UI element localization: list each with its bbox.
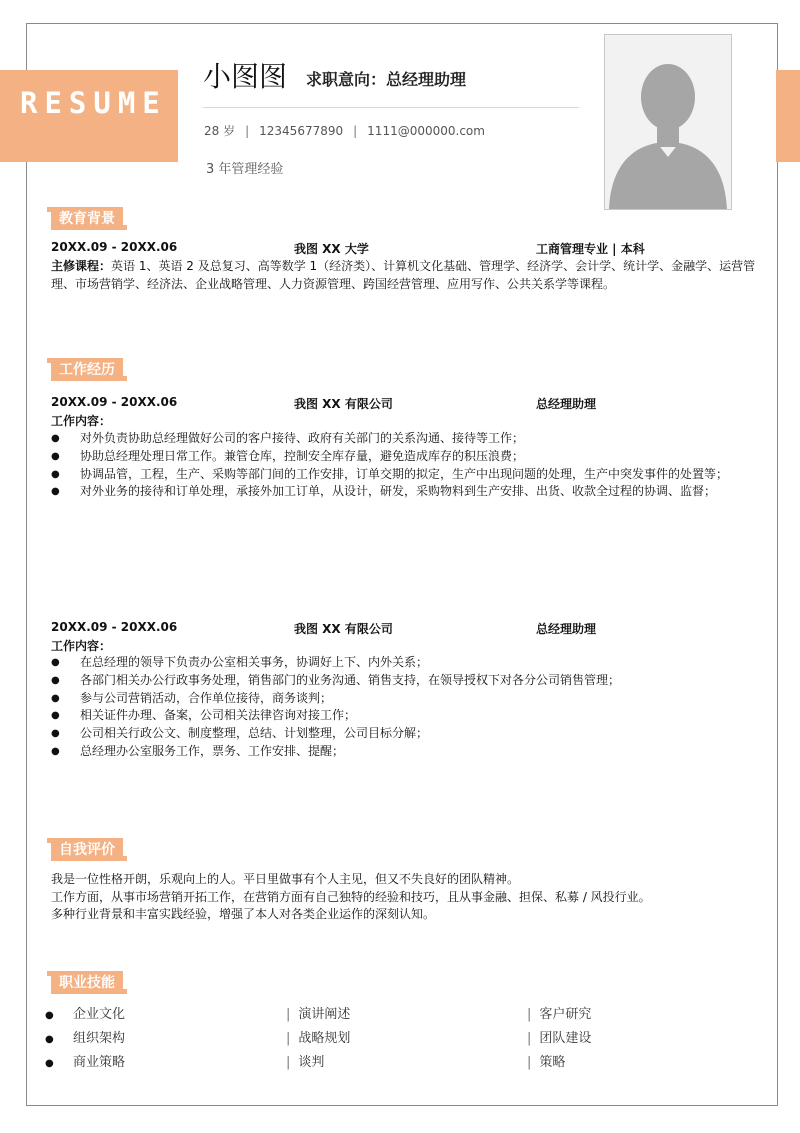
self-eval-text <box>51 871 763 924</box>
phone: 12345677890 <box>259 124 344 138</box>
job-content-label: 工作内容： <box>51 414 112 428</box>
list-item: ● 公司相关行政公文、制度整理，总结、计划整理，公司目标分解； <box>51 725 763 743</box>
age: 28 岁 <box>204 124 236 138</box>
header-divider <box>203 107 579 108</box>
list-item: ● 相关证件办理、备案，公司相关法律咨询对接工作； <box>51 707 763 725</box>
skill-row <box>45 1051 765 1075</box>
contact-line <box>204 122 485 139</box>
section-title: 自我评价 <box>51 838 123 861</box>
separator: | <box>245 124 250 138</box>
courses-text: 英语 1、英语 2 及总复习、高等数学 1（经济类）、计算机文化基础、管理学、经济学、会计学、统计学、金融学、运营管理、市场营销学、经济法、企业战略管理、人力资源管理、跨国经营管理、应用写作、公共关系学等课程。 <box>51 259 756 291</box>
skill-item: 演讲阐述 <box>298 1007 351 1022</box>
separator: | <box>353 124 358 138</box>
skill-item: 团队建设 <box>539 1031 592 1046</box>
section-skills <box>51 971 123 993</box>
divider-icon: | <box>286 1007 291 1022</box>
skill-item: 策略 <box>539 1055 566 1070</box>
job-duties <box>51 430 763 501</box>
divider-icon: | <box>527 1007 532 1022</box>
job-position: 总经理助理 <box>536 397 597 411</box>
job-content-label: 工作内容： <box>51 639 112 653</box>
bullet-icon: ● <box>45 1034 54 1045</box>
skill-item: 组织架构 <box>73 1031 126 1046</box>
section-title: 教育背景 <box>51 207 123 230</box>
education-courses <box>51 258 763 293</box>
list-item: ● 总经理办公室服务工作，票务、工作安排、提醒； <box>51 743 763 761</box>
section-work <box>51 358 123 380</box>
job-duties <box>51 654 763 761</box>
email: 1111@000000.com <box>367 124 485 138</box>
profile-photo <box>604 34 732 210</box>
bullet-icon: ● <box>45 1010 54 1021</box>
list-item: ● 对外负责协助总经理做好公司的客户接待、政府有关部门的关系沟通、接待等工作； <box>51 430 763 448</box>
skill-row <box>45 1027 765 1051</box>
list-item: ● 参与公司营销活动，合作单位接待，商务谈判； <box>51 690 763 708</box>
courses-label: 主修课程： <box>51 259 112 273</box>
job-company: 我图 XX 有限公司 <box>294 397 393 411</box>
skill-row <box>45 1003 765 1027</box>
education-period: 20XX.09 - 20XX.06 <box>51 240 178 254</box>
skill-item: 谈判 <box>298 1055 325 1070</box>
divider-icon: | <box>527 1055 532 1070</box>
person-silhouette-icon <box>605 35 731 209</box>
self-eval-line: 工作方面，从事市场营销开拓工作，在营销方面有自己独特的经验和技巧，且从事金融、担保、私募 / 风投行业。 <box>51 889 651 904</box>
job-company: 我图 XX 有限公司 <box>294 622 393 636</box>
divider-icon: | <box>286 1055 291 1070</box>
list-item: ● 协调品管，工程，生产、采购等部门间的工作安排，订单交期的拟定，生产中出现问题的处理，生产中突发事件的处置等； <box>51 466 763 484</box>
education-major: 工商管理专业 | 本科 <box>536 242 645 256</box>
job-period: 20XX.09 - 20XX.06 <box>51 620 178 634</box>
self-eval-line: 多种行业背景和丰富实践经验，增强了本人对各类企业运作的深刻认知。 <box>51 907 436 921</box>
skill-item: 战略规划 <box>298 1031 351 1046</box>
job-intent: 求职意向：总经理助理 <box>306 70 467 89</box>
job-period: 20XX.09 - 20XX.06 <box>51 395 178 409</box>
skill-item: 企业文化 <box>73 1007 126 1022</box>
list-item: ● 协助总经理处理日常工作。兼管仓库，控制安全库存量，避免造成库存的积压浪费； <box>51 448 763 466</box>
divider-icon: | <box>527 1031 532 1046</box>
job-position: 总经理助理 <box>536 622 597 636</box>
list-item: ● 各部门相关办公行政事务处理，销售部门的业务沟通、销售支持，在领导授权下对各分公司销售管理； <box>51 672 763 690</box>
skill-item: 客户研究 <box>539 1007 592 1022</box>
candidate-name: 小图图 <box>203 60 288 93</box>
skills-grid <box>45 1003 765 1075</box>
section-self-eval <box>51 838 123 860</box>
resume-banner-right <box>776 70 800 162</box>
resume-title: RESUME <box>20 86 167 120</box>
education-school: 我图 XX 大学 <box>294 242 369 256</box>
experience-years: 3 年管理经验 <box>206 162 284 177</box>
divider-icon: | <box>286 1031 291 1046</box>
list-item: ● 在总经理的领导下负责办公室相关事务，协调好上下、内外关系； <box>51 654 763 672</box>
bullet-icon: ● <box>45 1058 54 1069</box>
section-title: 职业技能 <box>51 971 123 994</box>
skill-item: 商业策略 <box>73 1055 126 1070</box>
list-item: ● 对外业务的接待和订单处理，承接外加工订单，从设计，研发，采购物料到生产安排、出货、收款全过程的协调、监督； <box>51 483 763 501</box>
section-education <box>51 207 123 229</box>
self-eval-line: 我是一位性格开朗，乐观向上的人。平日里做事有个人主见，但又不失良好的团队精神。 <box>51 872 520 886</box>
section-title: 工作经历 <box>51 358 123 381</box>
